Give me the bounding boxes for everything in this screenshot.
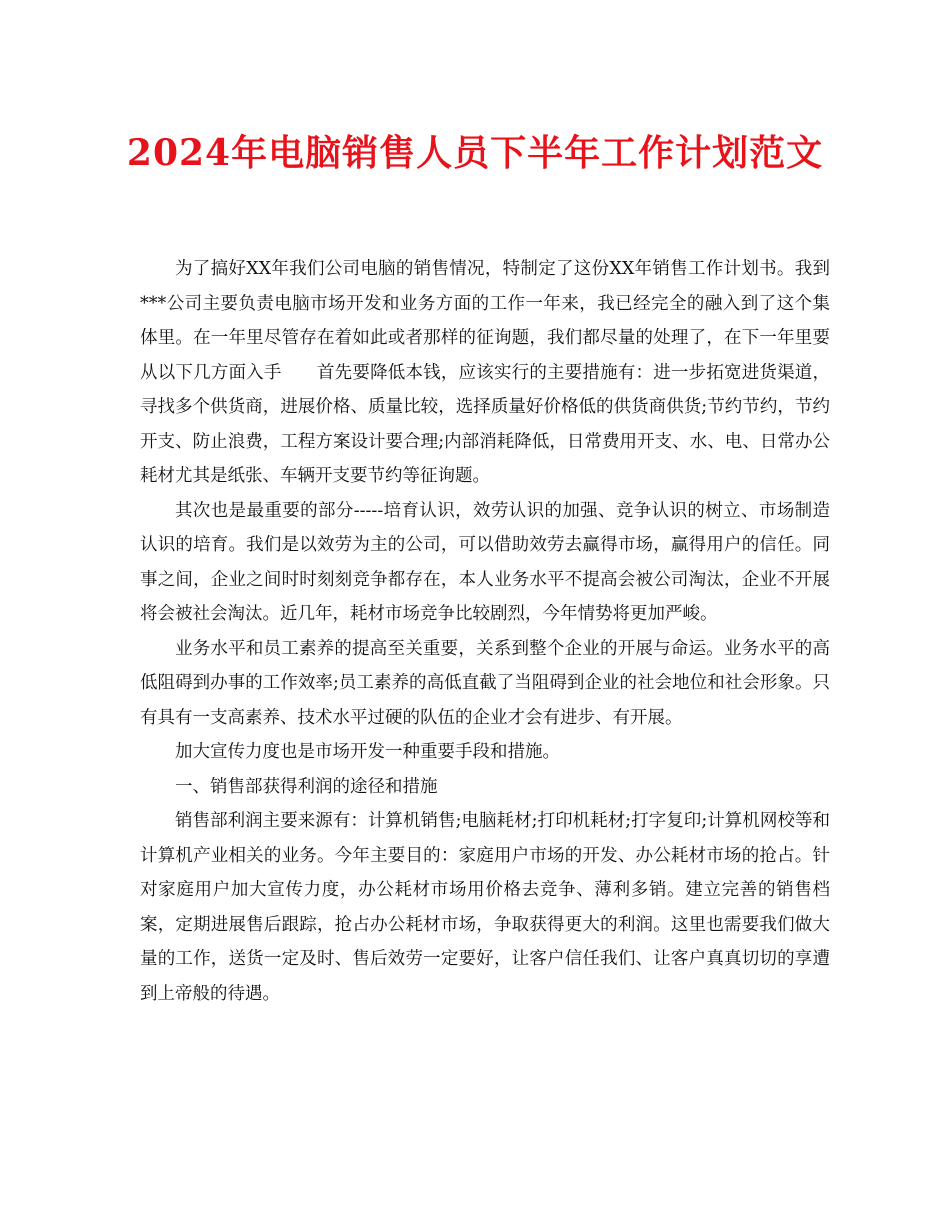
paragraph-intro: 为了搞好XX年我们公司电脑的销售情况，特制定了这份XX年销售工作计划书。我到***公司主要负责电脑市场开发和业务方面的工作一年来，我已经完全的融入到了这个集体里。在一年里尽管存在着如此或者那样的征询题，我们都尽量的处理了，在下一年里要从以下几方面入手 首先要降低本钱，应该实行的主要措施有：进一步拓宽进货渠道，寻找多个供货商，进展价格、质量比较，选择质量好价格低的供货商供货;节约节约，节约开支、防止浪费，工程方案设计要合理;内部消耗降低，日常费用开支、水、电、日常办公耗材尤其是纸张、车辆开支要节约等征询题。 bbox=[140, 259, 830, 486]
paragraph-profit-sources: 销售部利润主要来源有：计算机销售;电脑耗材;打印机耗材;打字复印;计算机网校等和计算机产业相关的业务。今年主要目的：家庭用户市场的开发、办公耗材市场的抢占。针对家庭用户加大宣传力度，办公耗材市场用价格去竞争、薄利多销。建立完善的销售档案，定期进展售后跟踪，抢占办公耗材市场，争取获得更大的利润。这里也需要我们做大量的工作，送货一定及时、售后效劳一定要好，让客户信任我们、让客户真真切切的享遭到上帝般的待遇。 bbox=[140, 811, 830, 1004]
paragraph-publicity: 加大宣传力度也是市场开发一种重要手段和措施。 bbox=[175, 742, 560, 762]
document-body bbox=[140, 252, 830, 1011]
paragraph-awareness: 其次也是最重要的部分-----培育认识，效劳认识的加强、竞争认识的树立、市场制造认识的培育。我们是以效劳为主的公司，可以借助效劳去赢得市场，赢得用户的信任。同事之间，企业之间时时刻刻竞争都存在，本人业务水平不提高会被公司淘汰，企业不开展将会被社会淘汰。近几年，耗材市场竞争比较剧烈，今年情势将更加严峻。 bbox=[140, 500, 830, 624]
document-title: 2024年电脑销售人员下半年工作计划范文 bbox=[126, 132, 824, 174]
paragraph-staff-quality: 业务水平和员工素养的提高至关重要，关系到整个企业的开展与命运。业务水平的高低阻碍到办事的工作效率;员工素养的高低直截了当阻碍到企业的社会地位和社会形象。只有具有一支高素养、技术水平过硬的队伍的企业才会有进步、有开展。 bbox=[140, 638, 830, 728]
section-heading-profit: 一、销售部获得利润的途径和措施 bbox=[175, 776, 438, 797]
